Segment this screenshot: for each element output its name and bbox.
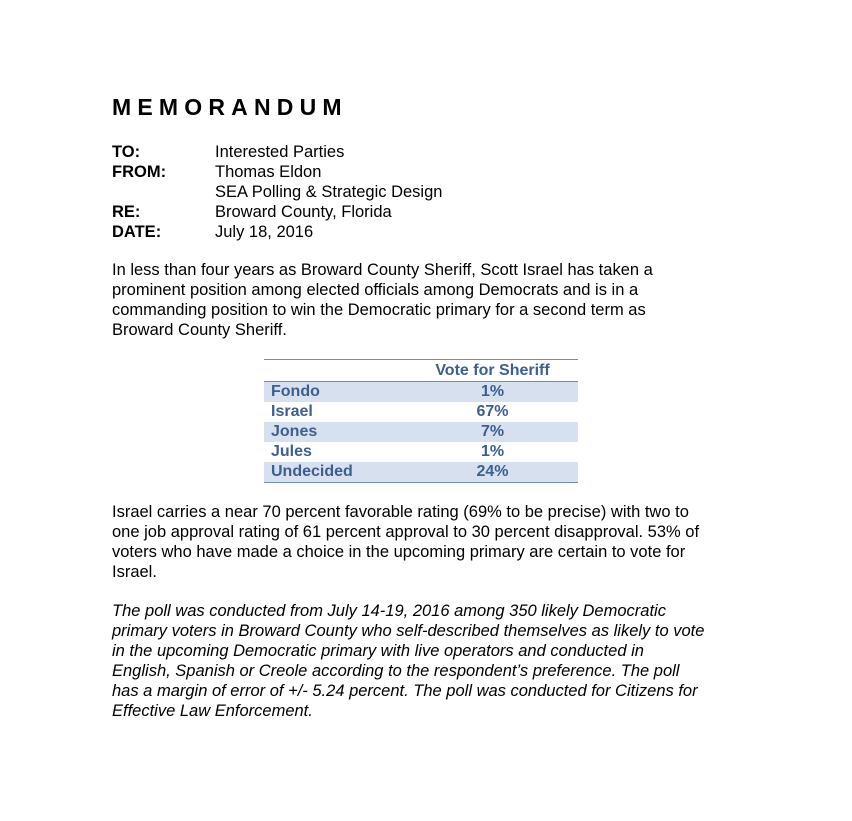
memo-title: MEMORANDUM: [112, 94, 348, 120]
table-row: [264, 442, 578, 462]
text-line: English, Spanish or Creole according to the respondent’s preference. The poll: [112, 662, 680, 680]
text-line: in the upcoming Democratic primary with live operators and conducted in: [112, 642, 644, 660]
text-line: The poll was conducted from July 14-19, 2016 among 350 likely Democratic: [112, 602, 666, 620]
text-line: Effective Law Enforcement.: [112, 702, 313, 720]
candidate-value: 1%: [480, 443, 505, 460]
text-line: voters who have made a choice in the upcoming primary are certain to vote for: [112, 543, 686, 561]
candidate-name: Jules: [271, 443, 312, 460]
header-value: Broward County, Florida: [215, 203, 392, 221]
header-label: FROM:: [112, 163, 167, 181]
header-row-to: [112, 142, 442, 162]
header-row-from: [112, 162, 442, 182]
methodology-paragraph: [112, 601, 752, 721]
header-row-date: [112, 222, 442, 242]
table-row: [264, 422, 578, 442]
header-label: [112, 182, 215, 202]
text-line: In less than four years as Broward County Sheriff, Scott Israel has taken a: [112, 261, 653, 279]
candidate-name: Israel: [271, 403, 313, 420]
text-line: commanding position to win the Democratic primary for a second term as: [112, 301, 646, 319]
table-header-empty: [264, 360, 407, 382]
text-line: has a margin of error of +/- 5.24 percent. The poll was conducted for Citizens for: [112, 682, 698, 700]
candidate-value: 7%: [480, 423, 505, 440]
text-line: Israel carries a near 70 percent favorable rating (69% to be precise) with two to: [112, 503, 689, 521]
header-value: Interested Parties: [215, 143, 345, 161]
text-line: prominent position among elected officials among Democrats and is in a: [112, 281, 639, 299]
header-value: SEA Polling & Strategic Design: [215, 183, 443, 201]
text-line: one job approval rating of 61 percent approval to 30 percent disapproval. 53% of: [112, 523, 700, 541]
candidate-name: Jones: [271, 423, 318, 440]
candidate-name: Fondo: [271, 383, 320, 400]
table-row: [264, 402, 578, 422]
header-row-from-org: [112, 182, 442, 202]
memo-header: [112, 142, 442, 242]
text-line: Broward County Sheriff.: [112, 321, 287, 339]
table-row: [264, 462, 578, 483]
header-label: TO:: [112, 143, 141, 161]
table-header-row: [264, 360, 578, 382]
text-line: Israel.: [112, 563, 157, 581]
candidate-name: Undecided: [264, 462, 407, 483]
text-line: primary voters in Broward County who self-described themselves as likely to vote: [112, 622, 705, 640]
table-column-header: Vote for Sheriff: [407, 360, 578, 382]
candidate-value: 24%: [407, 462, 578, 483]
intro-paragraph: [112, 260, 752, 340]
table-row: [264, 382, 578, 403]
header-label: DATE:: [112, 223, 162, 241]
body-paragraph: [112, 502, 752, 582]
header-value: Thomas Eldon: [215, 163, 322, 181]
vote-table: [264, 359, 578, 483]
candidate-value: 67%: [476, 403, 509, 420]
candidate-value: 1%: [480, 383, 505, 400]
header-value: July 18, 2016: [215, 223, 314, 241]
header-label: RE:: [112, 203, 141, 221]
header-row-re: [112, 202, 442, 222]
